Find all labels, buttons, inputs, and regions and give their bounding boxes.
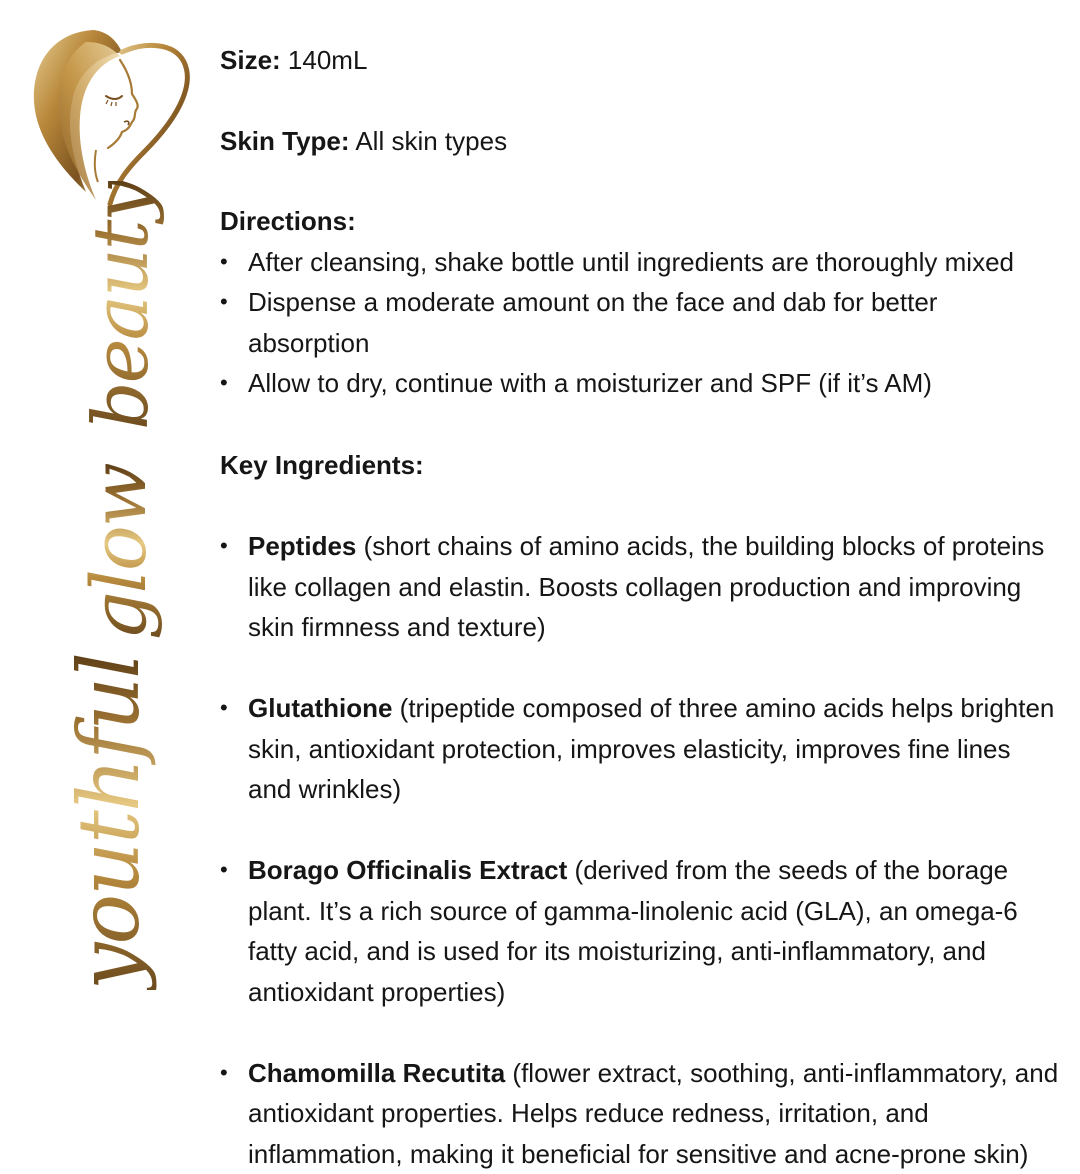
size-value: 140mL: [288, 45, 368, 75]
ingredient-description: (derived from the seeds of the borage plant. It’s a rich source of gamma-linolenic acid (GLA), an omega-6 fatty acid, and is used for its moisturizing, anti-inflammatory, and antioxidant properties): [248, 855, 1018, 1007]
list-item: [220, 1053, 1060, 1174]
script-word-beauty: beauty: [76, 181, 165, 430]
script-word-glow: glow: [74, 464, 163, 640]
ingredient-description: (tripeptide composed of three amino acids helps brighten skin, antioxidant protection, improves elasticity, improves fine lines and wrinkles): [248, 693, 1054, 804]
list-item: • Dispense a moderate amount on the face and dab for better absorption: [220, 282, 1060, 363]
list-item: [220, 850, 1060, 1012]
brand-script-wordmark: [20, 260, 170, 1000]
directions-heading: Directions:: [220, 201, 1060, 242]
ingredient-name: Glutathione: [248, 693, 392, 723]
directions-list: [220, 242, 1060, 404]
list-item: [220, 688, 1060, 810]
ingredient-description: (short chains of amino acids, the building blocks of proteins like collagen and elastin. Boosts collagen production and improving skin firmness and texture): [248, 531, 1044, 642]
ingredient-description: (flower extract, soothing, anti-inflammatory, and antioxidant properties. Helps reduce redness, irritation, and inflammation, making it beneficial for sensitive and acne-prone skin): [248, 1058, 1058, 1169]
list-item: [220, 526, 1060, 648]
skin-type-label: Skin Type:: [220, 126, 350, 156]
list-item: • Allow to dry, continue with a moisturizer and SPF (if it’s AM): [220, 363, 1060, 404]
script-underline-flourish: [20, 260, 170, 1000]
size-row: [220, 40, 1060, 81]
ingredient-name: Peptides: [248, 531, 356, 561]
script-word-youthful: youthful: [60, 654, 158, 990]
ingredient-name: Chamomilla Recutita: [248, 1058, 505, 1088]
list-item: • After cleansing, shake bottle until ingredients are thoroughly mixed: [220, 242, 1060, 283]
size-label: Size:: [220, 45, 281, 75]
ingredients-heading: Key Ingredients:: [220, 445, 1060, 486]
ingredients-list: [220, 526, 1060, 1174]
skin-type-value: All skin types: [355, 126, 507, 156]
skin-type-row: [220, 121, 1060, 162]
product-info: [220, 40, 1060, 1174]
ingredient-name: Borago Officinalis Extract: [248, 855, 567, 885]
